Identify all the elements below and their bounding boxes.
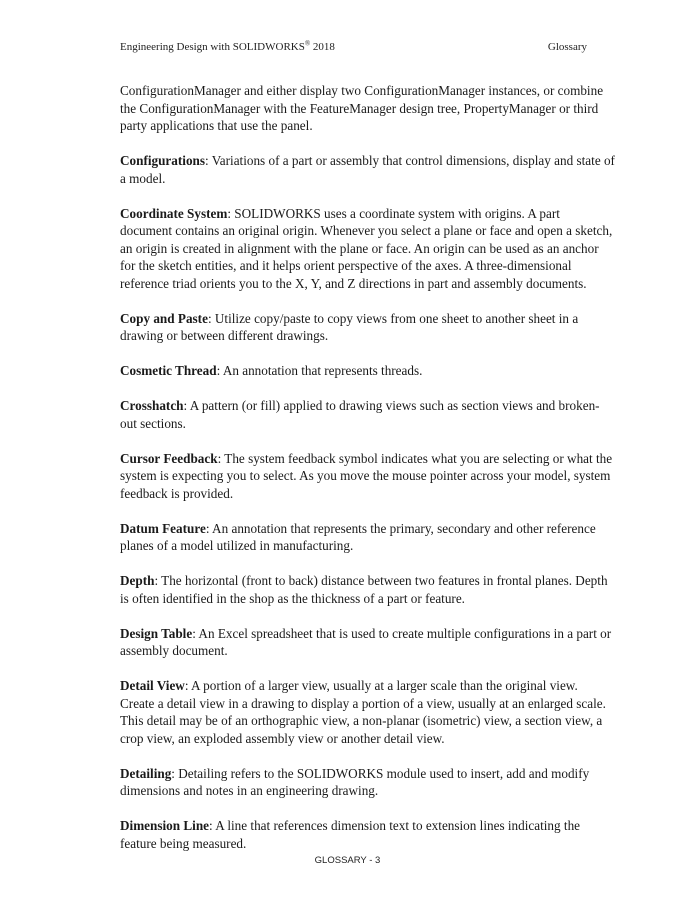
glossary-term: Dimension Line (120, 818, 210, 833)
glossary-term: Cosmetic Thread (120, 363, 217, 378)
glossary-entry (120, 152, 615, 187)
glossary-entry (120, 765, 615, 800)
glossary-content (120, 82, 615, 870)
glossary-entry (120, 362, 615, 380)
glossary-definition: : Utilize copy/paste to copy views from one sheet to another sheet in a drawing or between different drawings. (120, 310, 579, 343)
book-title: Engineering Design with SOLIDWORKS® 2018 (120, 39, 335, 53)
glossary-entry (120, 572, 615, 607)
glossary-entry (120, 450, 615, 503)
glossary-term: Copy and Paste (120, 310, 208, 326)
glossary-entry (120, 397, 615, 432)
glossary-entry (120, 677, 615, 747)
glossary-entries (120, 152, 615, 852)
glossary-definition: : A portion of a larger view, usually at a larger scale than the original view. Create a detail view in a drawing to display a portion of a view, usually at an enlarged scale. This detail may be of an orthographic view, a non-planar (isometric) view, a section view, a crop view, an exploded assembly view or another detail view. (120, 678, 606, 746)
glossary-entry (120, 625, 615, 660)
glossary-definition: : Detailing refers to the SOLIDWORKS module used to insert, add and modify dimensions and notes in an engineering drawing. (120, 765, 590, 798)
glossary-term: Detail View (120, 678, 185, 693)
glossary-term: Detailing (120, 765, 172, 781)
glossary-term: Depth (120, 573, 155, 588)
glossary-term: Configurations (120, 153, 205, 168)
glossary-term: Datum Feature (120, 520, 206, 536)
page-number: GLOSSARY - 3 (314, 855, 381, 866)
glossary-entry (120, 817, 615, 852)
page-header (120, 40, 587, 54)
registered-mark: ® (304, 39, 311, 48)
glossary-entry (120, 310, 615, 345)
glossary-entry (120, 205, 615, 293)
glossary-term: Design Table (120, 625, 193, 641)
glossary-definition: : The system feedback symbol indicates what you are selecting or what the system is expecting you to select. As you move the mouse pointer across your model, system feedback is provided. (120, 450, 613, 501)
glossary-definition: : A line that references dimension text to extension lines indicating the feature being measured. (120, 818, 581, 851)
glossary-definition: : An Excel spreadsheet that is used to create multiple configurations in a part or assembly document. (120, 625, 612, 658)
glossary-definition: : SOLIDWORKS uses a coordinate system with origins. A part document contains an original origin. Whenever you select a plane or face and open a sketch, an origin is created in alignment with the plane or face. An origin can be used as an anchor for the sketch entities, and it helps orient perspective of the axes. A three-dimensional reference triad orients you to the X, Y, and Z directions in part and assembly documents. (120, 205, 613, 291)
glossary-term: Crosshatch (120, 398, 184, 413)
glossary-entry (120, 520, 615, 555)
section-name: Glossary (547, 41, 587, 53)
glossary-definition: : The horizontal (front to back) distance between two features in frontal planes. Depth is often identified in the shop as the thickness of a part or feature. (120, 573, 608, 606)
glossary-continuation-text: ConfigurationManager and either display two ConfigurationManager instances, or combine the ConfigurationManager with the FeatureManager design tree, PropertyManager or third party applications that use the panel. (120, 83, 604, 133)
glossary-definition: : An annotation that represents the primary, secondary and other reference planes of a model utilized in manufacturing. (120, 520, 596, 553)
glossary-term: Coordinate System (120, 205, 228, 221)
glossary-definition: : An annotation that represents threads. (216, 363, 423, 378)
glossary-definition: : Variations of a part or assembly that control dimensions, display and state of a model. (120, 153, 615, 186)
glossary-definition: : A pattern (or fill) applied to drawing views such as section views and broken-out sections. (120, 398, 600, 431)
glossary-term: Cursor Feedback (120, 450, 218, 466)
